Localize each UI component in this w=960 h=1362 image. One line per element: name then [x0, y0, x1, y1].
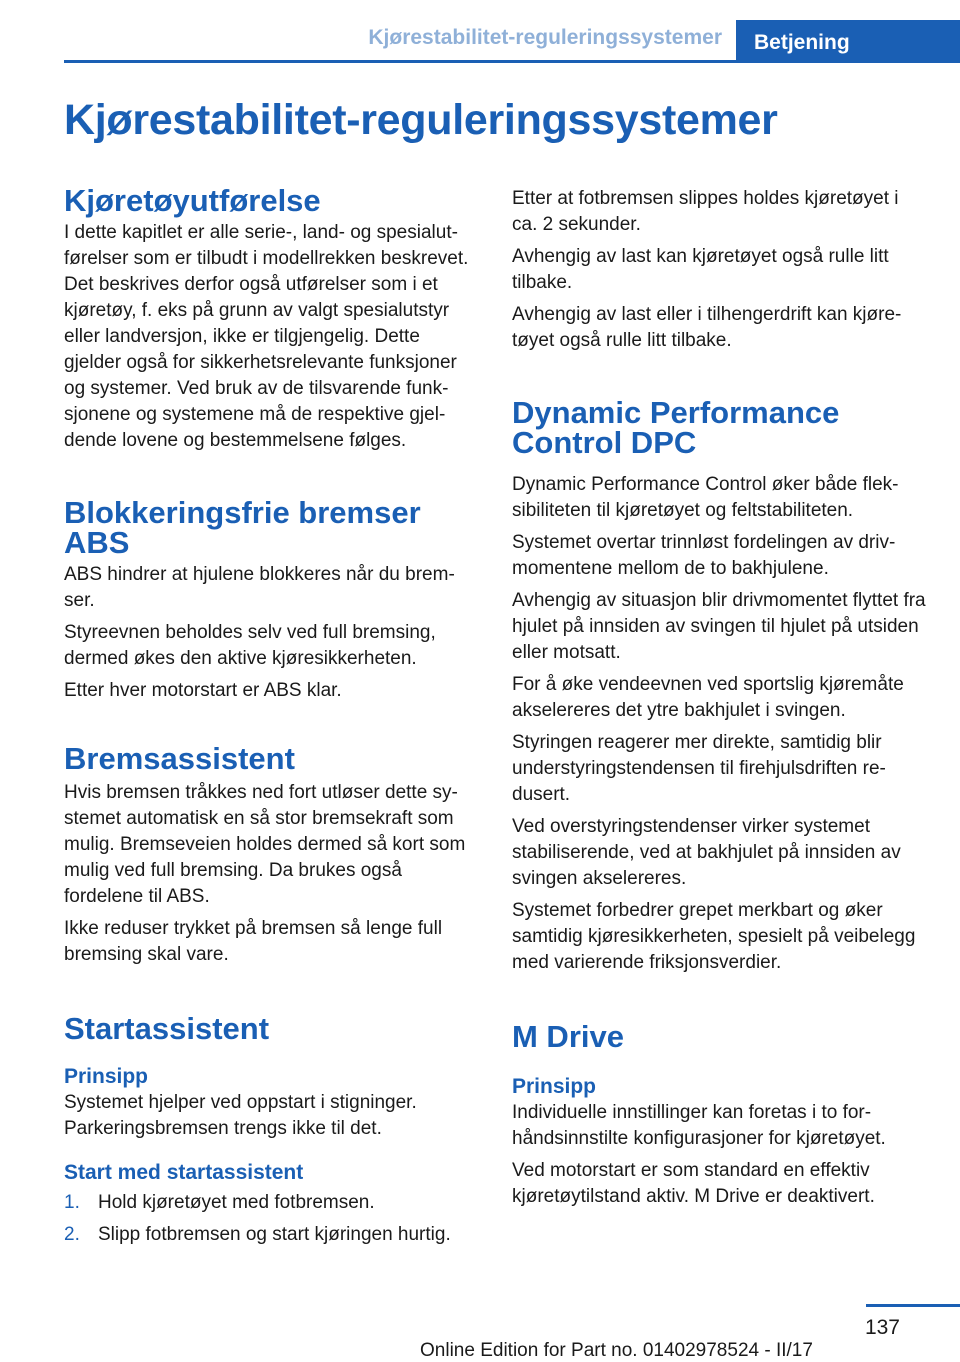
start-assist-cont-text-2: Avhengig av last kan kjøretøyet også rulle litt tilbake. — [512, 246, 889, 293]
footer-rule — [866, 1304, 960, 1307]
dpc-text-5: Styringen reagerer mer direkte, samtidig blir understyringstendensen til firehjulsdriften redusert. — [512, 732, 886, 805]
step-text: Slipp fotbremsen og start kjøringen hurtig. — [98, 1224, 451, 1245]
header-chapter-tab: Betjening — [736, 20, 960, 63]
step-number: 2. — [64, 1224, 80, 1245]
list-item — [64, 1190, 478, 1216]
page-title: Kjørestabilitet-reguleringssystemer — [64, 96, 778, 144]
right-column — [512, 186, 928, 1216]
dpc-text-7: Systemet forbedrer grepet merkbart og øker samtidig kjøresikkerheten, spesielt på veibelegg med varierende friksjonsverdier. — [512, 900, 916, 973]
header-rule — [64, 60, 960, 63]
m-drive-text-2: Ved motorstart er som standard en effektiv kjøretøytilstand aktiv. M Drive er deaktivert. — [512, 1160, 875, 1207]
m-drive-principle-heading: Prinsipp — [512, 1075, 597, 1098]
brake-assist-text-2: Ikke reduser trykket på bremsen så lenge full bremsing skal vare. — [64, 918, 443, 965]
start-assist-cont-text-3: Avhengig av last eller i tilhengerdrift kan kjøretøyet også rulle litt tilbake. — [512, 304, 902, 351]
vehicle-variant-heading: Kjøretøyutførelse — [64, 183, 321, 218]
dpc-text-4: For å øke vendeevnen ved sportslig kjøremåte akselereres det ytre bakhjulet i svingen. — [512, 674, 904, 721]
m-drive-heading: M Drive — [512, 1019, 624, 1054]
start-assist-principle-heading: Prinsipp — [64, 1065, 149, 1088]
dpc-text-1: Dynamic Performance Control øker både fleksibiliteten til kjøretøyet og feltstabiliteten. — [512, 474, 899, 521]
start-assist-principle-text: Systemet hjelper ved oppstart i stigninger. Parkeringsbremsen trengs ikke til det. — [64, 1092, 417, 1139]
abs-heading: Blokkeringsfrie bremser ABS — [64, 495, 421, 560]
footer-edition: Online Edition for Part no. 01402978524 - II/17 — [420, 1340, 813, 1361]
list-item — [64, 1222, 478, 1248]
abs-text-1: ABS hindrer at hjulene blokkeres når du bremser. — [64, 564, 455, 611]
start-assist-heading: Startassistent — [64, 1011, 270, 1046]
left-column — [64, 183, 478, 1254]
brake-assist-heading: Bremsassistent — [64, 741, 295, 776]
brake-assist-text-1: Hvis bremsen tråkkes ned fort utløser dette systemet automatisk en så stor bremsekraft som mulig. Bremseveien holdes dermed så kort som mulig ved full bremsing. Da brukes også fordelene til ABS. — [64, 782, 466, 907]
m-drive-text-1: Individuelle innstillinger kan foretas i to forhåndsinnstilte konfigurasjoner for kjøretøyet. — [512, 1102, 886, 1149]
abs-text-2: Styreevnen beholdes selv ved full bremsing, dermed økes den aktive kjøresikkerheten. — [64, 622, 436, 669]
vehicle-variant-text: I dette kapitlet er alle serie-, land- og spesialutførelser som er tilbudt i modellrekken beskrevet. Det beskrives derfor også utførelser som i et kjøretøy, f. eks på grunn av valgt spesialutstyr eller landversjon, ikke er tilgjengelig. Dette gjelder også for sikkerhetsrelevante funksjoner og systemer. Ved bruk av de tilsvarende funksjonene og systemene må de respektive gjeldende lovene og bestemmelsene følges. — [64, 222, 469, 451]
abs-text-3: Etter hver motorstart er ABS klar. — [64, 680, 342, 701]
dpc-heading: Dynamic Performance Control DPC — [512, 395, 840, 460]
start-with-assist-heading: Start med startassistent — [64, 1161, 304, 1184]
start-steps-list — [64, 1190, 478, 1248]
page-number: 137 — [864, 1316, 900, 1339]
step-text: Hold kjøretøyet med fotbremsen. — [98, 1192, 375, 1213]
dpc-text-6: Ved overstyringstendenser virker systemet stabiliserende, ved at bakhjulet på innsiden av svingen akselereres. — [512, 816, 901, 889]
dpc-text-2: Systemet overtar trinnløst fordelingen av drivmomentene mellom de to bakhjulene. — [512, 532, 896, 579]
header-section-title: Kjørestabilitet-reguleringssystemer — [368, 26, 722, 49]
dpc-text-3: Avhengig av situasjon blir drivmomentet flyttet fra hjulet på innsiden av svingen til hjulet på utsiden eller motsatt. — [512, 590, 926, 663]
start-assist-cont-text-1: Etter at fotbremsen slippes holdes kjøretøyet i ca. 2 sekunder. — [512, 188, 899, 235]
step-number: 1. — [64, 1192, 80, 1213]
